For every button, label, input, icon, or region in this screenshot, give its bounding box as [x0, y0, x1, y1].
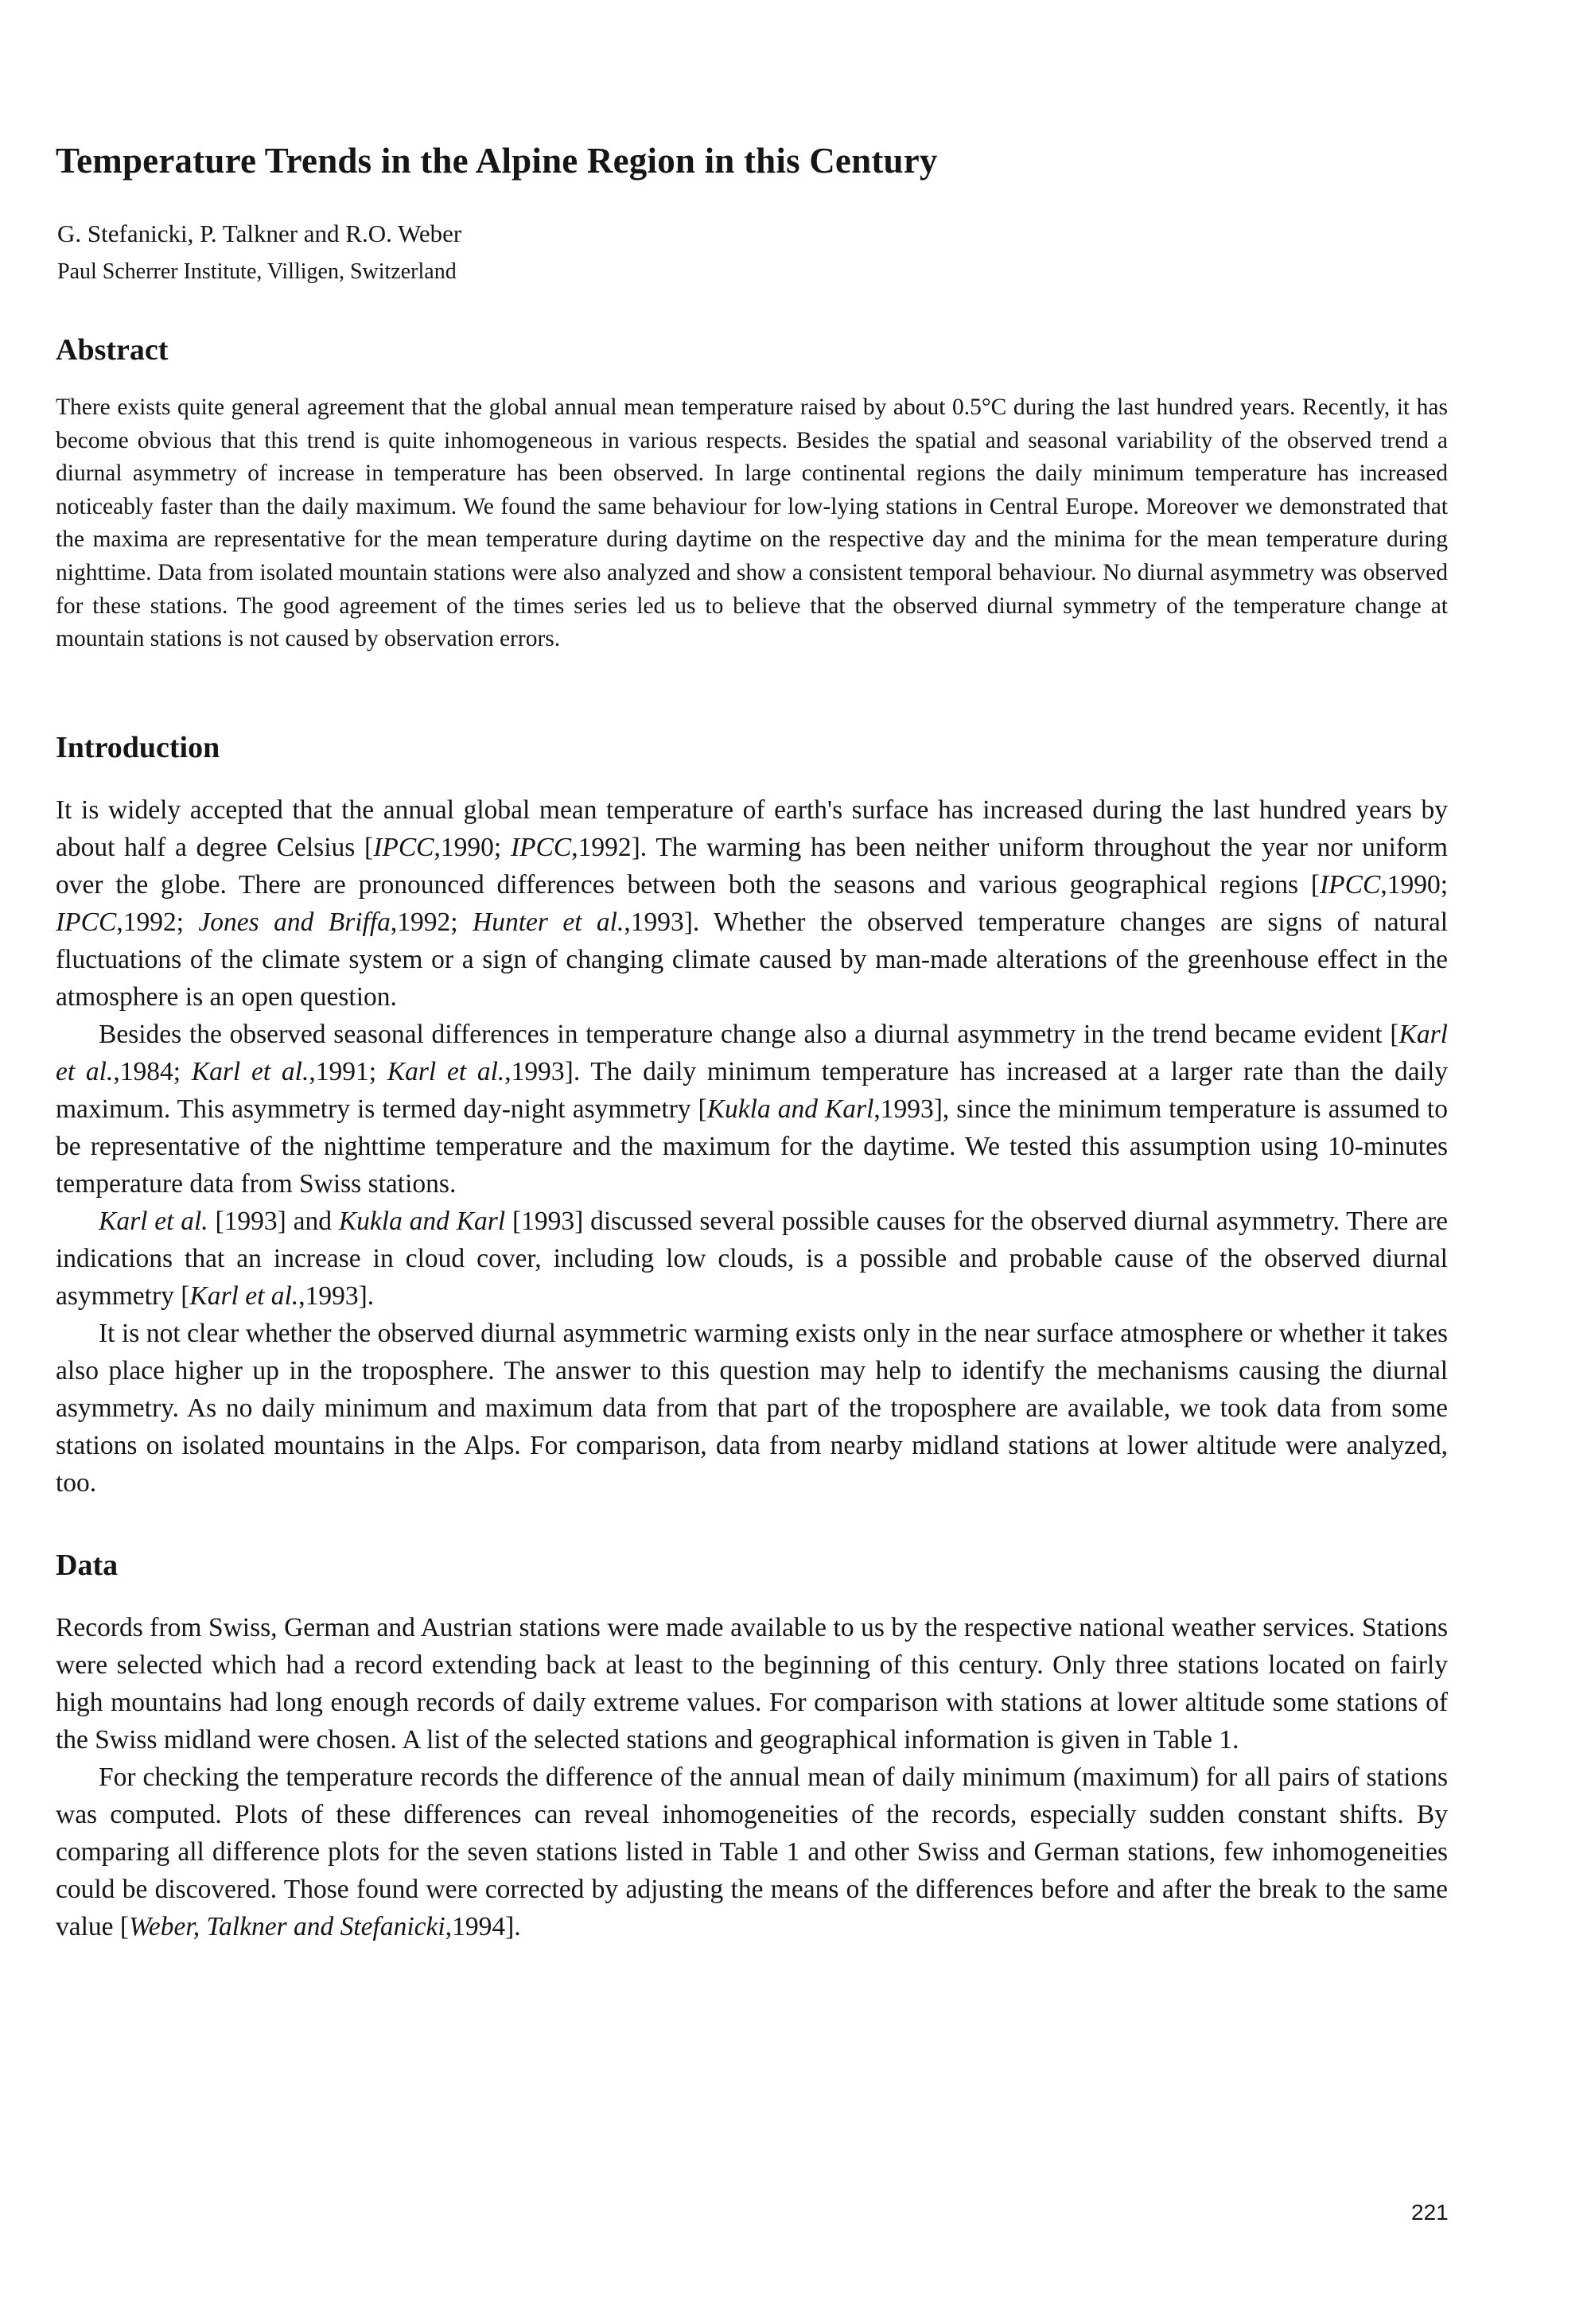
paragraph-text: ,1992;: [116, 907, 199, 937]
paragraph-text: ,1990;: [434, 833, 511, 862]
citation-text: IPCC: [510, 833, 572, 862]
introduction-heading: Introduction: [56, 731, 220, 764]
paragraph-text: ,1992]. The warming has been neither uniform throughout the year nor uniform over the globe. There are pronounced differences between both the seasons and various geographical regions [: [56, 833, 1448, 900]
citation-text: Kukla and Karl: [338, 1207, 506, 1236]
paragraph: [56, 1609, 1448, 1759]
abstract-body: [56, 391, 1448, 656]
paragraph-text: It is not clear whether the observed diurnal asymmetric warming exists only in the near surface atmosphere or whether it takes also place higher up in the troposphere. The answer to this question may help to identify the mechanisms causing the diurnal asymmetry. As no daily minimum and maximum data from that part of the troposphere are available, we took data from some stations on isolated mountains in the Alps. For comparison, data from nearby midland stations at lower altitude were analyzed, too.: [56, 1319, 1448, 1498]
introduction-body: [56, 791, 1448, 1502]
citation-text: Karl et al.: [191, 1057, 309, 1086]
citation-text: Karl et al.: [56, 1020, 1448, 1086]
paragraph: [56, 391, 1448, 656]
paragraph-text: Besides the observed seasonal differences in temperature change also a diurnal asymmetry in the trend became evident [: [99, 1020, 1399, 1049]
paragraph: [56, 1315, 1448, 1502]
paragraph-text: ,1993], since the minimum temperature is assumed to be representative of the nighttime temperature and the maximum for the daytime. We tested this assumption using 10-minutes temperature data from Swiss stations.: [56, 1094, 1448, 1199]
paragraph-text: It is widely accepted that the annual global mean temperature of earth's surface has increased during the last hundred years by about half a degree Celsius [: [56, 795, 1448, 862]
paragraph: [56, 1759, 1448, 1945]
citation-text: Hunter et al.: [473, 907, 624, 937]
data-heading: Data: [56, 1549, 119, 1582]
data-body: [56, 1609, 1448, 1945]
paragraph: [56, 1016, 1448, 1203]
paper-title: Temperature Trends in the Alpine Region in this Century: [56, 141, 938, 181]
paragraph: [56, 791, 1448, 1016]
paragraph: [56, 1203, 1448, 1315]
page-number: 221: [1411, 2200, 1449, 2225]
citation-text: IPCC: [56, 907, 117, 937]
citation-text: Kukla and Karl: [706, 1094, 874, 1124]
paragraph-text: ,1993].: [298, 1281, 375, 1311]
paragraph-text: [1993] and: [208, 1207, 339, 1236]
paragraph-text: Records from Swiss, German and Austrian stations were made available to us by the respective national weather services. Stations were selected which had a record extending back at least to the beginning of this century. Only three stations located on fairly high mountains had long enough records of daily extreme values. For comparison with stations at lower altitude some stations of the Swiss midland were chosen. A list of the selected stations and geographical information is given in Table 1.: [56, 1613, 1448, 1755]
citation-text: Weber, Talkner and Stefanicki: [129, 1912, 445, 1941]
paragraph-text: There exists quite general agreement that the global annual mean temperature raised by about 0.5°C during the last hundred years. Recently, it has become obvious that this trend is quite inhomogeneous in various respects. Besides the spatial and seasonal variability of the observed trend a diurnal asymmetry of increase in temperature has been observed. In large continental regions the daily minimum temperature has increased noticeably faster than the daily maximum. We found the same behaviour for low-lying stations in Central Europe. Moreover we demonstrated that the maxima are representative for the mean temperature during daytime on the respective day and the minima for the mean temperature during nighttime. Data from isolated mountain stations were also analyzed and show a consistent temporal behaviour. No diurnal asymmetry was observed for these stations. The good agreement of the times series led us to believe that the observed diurnal symmetry of the temperature change at mountain stations is not caused by observation errors.: [56, 394, 1448, 652]
citation-text: Karl et al.: [189, 1281, 299, 1311]
paragraph-text: ,1992;: [390, 907, 473, 937]
paragraph-text: ,1994].: [445, 1912, 521, 1941]
citation-text: Karl et al.: [387, 1057, 505, 1086]
paragraph-text: ,1993]. The daily minimum temperature has increased at a larger rate than the daily maximum. This asymmetry is termed day-night asymmetry [: [56, 1057, 1449, 1124]
authors: G. Stefanicki, P. Talkner and R.O. Weber: [57, 220, 462, 247]
citation-text: Jones and Briffa: [198, 907, 391, 937]
paragraph-text: [1993] discussed several possible causes for the observed diurnal asymmetry. There are indications that an increase in cloud cover, including low clouds, is a possible and probable cause of the observed diurnal asymmetry [: [56, 1207, 1448, 1311]
citation-text: IPCC: [1320, 870, 1381, 900]
paragraph-text: ,1993]. Whether the observed temperature changes are signs of natural fluctuations of the climate system or a sign of changing climate caused by man-made alterations of the greenhouse effect in the atmosphere is an open question.: [56, 907, 1448, 1012]
citation-text: IPCC: [373, 833, 434, 862]
affiliation: Paul Scherrer Institute, Villigen, Switzerland: [57, 259, 457, 284]
paragraph-text: For checking the temperature records the difference of the annual mean of daily minimum (maximum) for all pairs of stations was computed. Plots of these differences can reveal inhomogeneities of the records, especially sudden constant shifts. By comparing all difference plots for the seven stations listed in Table 1 and other Swiss and German stations, few inhomogeneities could be discovered. Those found were corrected by adjusting the means of the differences before and after the break to the same value [: [56, 1762, 1448, 1941]
abstract-heading: Abstract: [56, 333, 169, 367]
paragraph-text: ,1991;: [309, 1057, 387, 1086]
paragraph-text: ,1990;: [1380, 870, 1448, 900]
paragraph-text: ,1984;: [113, 1057, 192, 1086]
citation-text: Karl et al.: [99, 1207, 208, 1236]
